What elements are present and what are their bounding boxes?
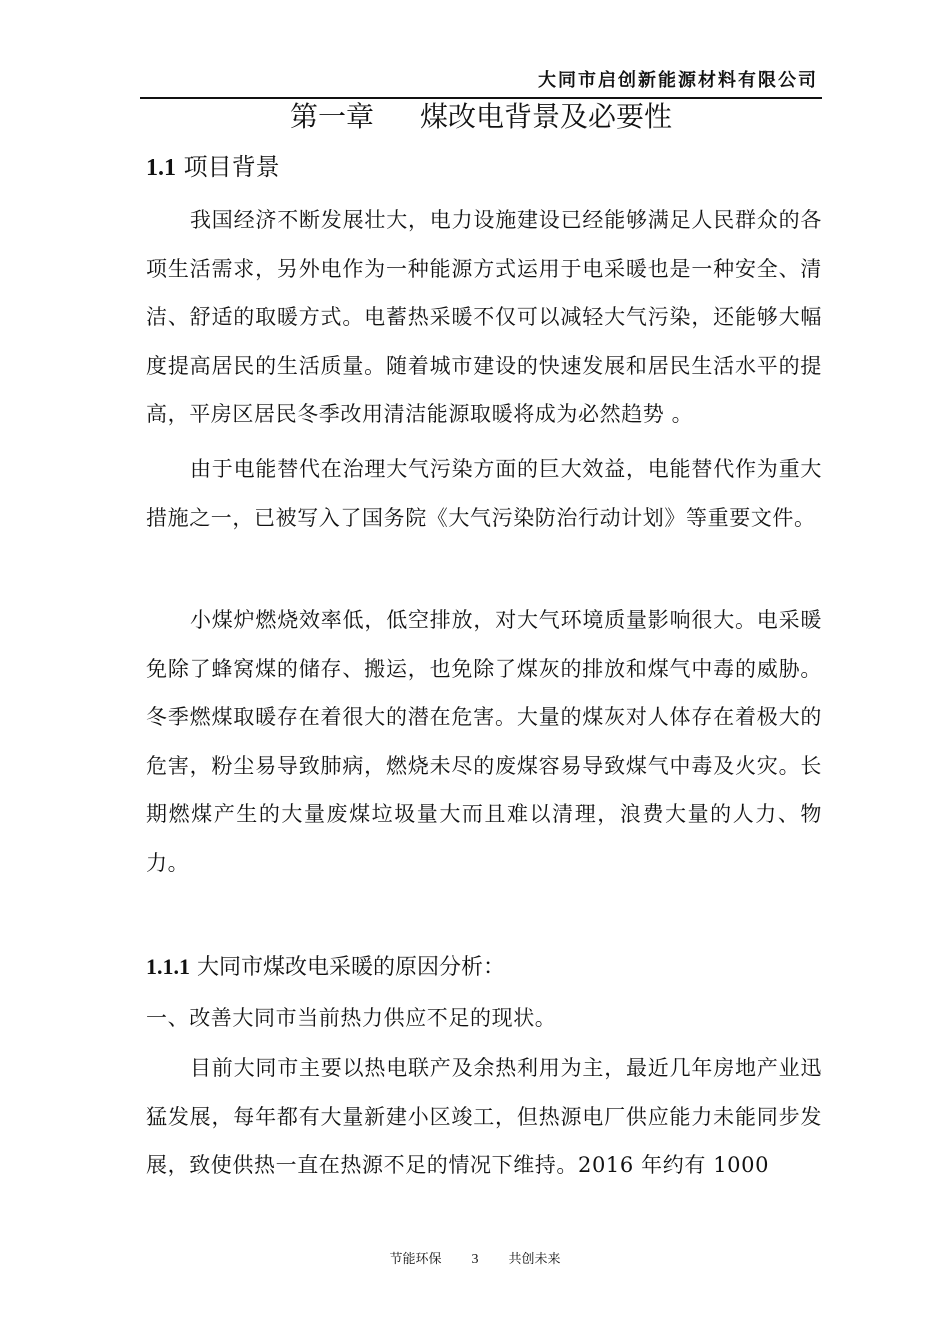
chapter-name: 煤改电背景及必要性: [420, 100, 673, 133]
section-number: 1.1: [146, 155, 176, 181]
page-footer: [0, 1248, 950, 1268]
section-title: 项目背景: [183, 153, 280, 181]
paragraph-background-2: 由于电能替代在治理大气污染方面的巨大效益，电能替代作为重大措施之一，已被写入了国务院《大气污染防治行动计划》等重要文件。: [146, 457, 822, 530]
footer-left-text: 节能环保: [389, 1252, 442, 1267]
footer-right-text: 共创未来: [508, 1252, 561, 1267]
paragraph-analysis-1: 目前大同市主要以热电联产及余热利用为主，最近几年房地产业迅猛发展，每年都有大量新建小区竣工，但热源电厂供应能力未能同步发展，致使供热一直在热源不足的情况下维持。2016 年约有 1000: [146, 1056, 822, 1177]
section-heading-1-1-1: [146, 950, 505, 985]
chapter-title: [140, 99, 822, 135]
company-name: 大同市启创新能源材料有限公司: [538, 70, 818, 91]
section-number: 1.1.1: [146, 954, 190, 979]
subheading-one: 一、改善大同市当前热力供应不足的现状。: [146, 1006, 557, 1030]
page-number: 3: [471, 1252, 479, 1267]
chapter-number: 第一章: [289, 100, 374, 133]
paragraph-background-3: 小煤炉燃烧效率低，低空排放，对大气环境质量影响很大。电采暖免除了蜂窝煤的储存、搬运，也免除了煤灰的排放和煤气中毒的威胁。冬季燃煤取暖存在着很大的潜在危害。大量的煤灰对人体存在着极大的危害，粉尘易导致肺病，燃烧未尽的废煤容易导致煤气中毒及火灾。长期燃煤产生的大量废煤垃圾量大而且难以清理，浪费大量的人力、物力。: [146, 608, 822, 875]
section-heading-1-1: [146, 150, 280, 185]
paragraph-background-1: 我国经济不断发展壮大，电力设施建设已经能够满足人民群众的各项生活需求，另外电作为一种能源方式运用于电采暖也是一种安全、清洁、舒适的取暖方式。电蓄热采暖不仅可以减轻大气污染，还能够大幅度提高居民的生活质量。随着城市建设的快速发展和居民生活水平的提高，平房区居民冬季改用清洁能源取暖将成为必然趋势 。: [146, 208, 822, 426]
section-title: 大同市煤改电采暖的原因分析：: [197, 955, 506, 980]
